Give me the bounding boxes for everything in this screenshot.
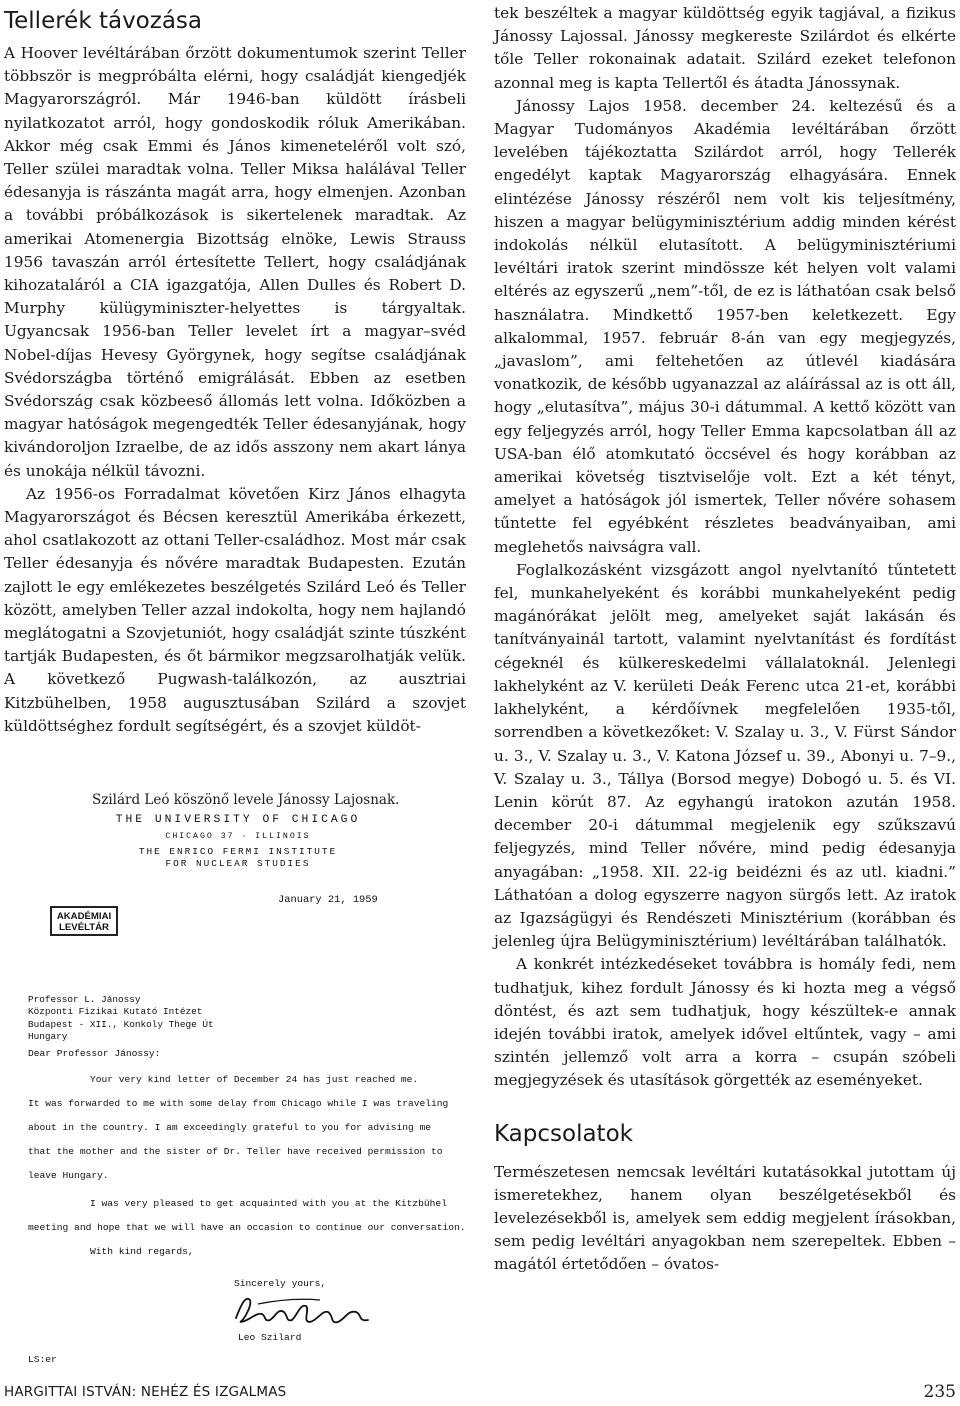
body-paragraph: Foglalkozásként vizsgázott angol nyelvtanító tűntetett fel, munkahelyeként és korábbi munkahelyeként pedig magánórákat jelölt meg, amelyeket saját lakásán és tanítványainál tartott, valamint nyelvtanítást és fordítást cégeknél és külkereskedelmi vállalatoknál. Jelenlegi lakhelyként az V. kerületi Deák Ferenc utca 21-et, korábbi lakhelyként, a kérdőívnek megfelelően 1935-től, sorrendben a következőket: V. Szalay u. 3., V. Fürst Sándor u. 3., V. Szalay u. 3., V. Katona József u. 39., Abonyi u. 7–9., V. Szalay u. 3., Tállya (Borsod megye) Dobogó u. 5. és VI. Lenin körút 87. Az egyhangú iratokon azután 1958. december 20-i dátummal megjelenik egy szűkszavú feljegyzés, mind Teller nővére, mind pedig édesanyja anyagában: „1958. XII. 22-ig beidézni és az utl. kiadni.” Láthatóan a dolog egyszerre nagyon sürgős lett. Az iratok az Igazságügyi és Rendészeti Minisztérium (korábban és jelenleg újra Belügyminisztérium) levéltárában találhatók. — [494, 560, 956, 951]
letter-line: I was very pleased to get acquainted with you at the Kitzbühel — [90, 1198, 447, 1209]
letterhead-line: THE ENRICO FERMI INSTITUTE — [138, 846, 338, 857]
typist-initials: LS:er — [28, 1354, 57, 1365]
address-line: Hungary — [28, 1031, 68, 1043]
body-paragraph: A konkrét intézkedéseket továbbra is homály fedi, nem tudhatjuk, kihez fordult Jánossy és ki hozta meg a végső döntést, és azt sem tudhatjuk, hogy készültek-e annak idején további iratok, amelyek idővel eltűntek, vagy – ami szintén jellemző volt arra a korra – csupán szóbeli megjegyzések és utasítások görgették az eseményeket. — [494, 955, 956, 1090]
letter-figure — [28, 792, 468, 1365]
closing: Sincerely yours, — [234, 1278, 327, 1289]
letter-line: With kind regards, — [90, 1246, 194, 1257]
stamp-line: LEVÉLTÁR — [59, 922, 109, 933]
letterhead-line: FOR NUCLEAR STUDIES — [165, 858, 311, 869]
left-column — [4, 0, 466, 738]
letterhead-line: CHICAGO 37 · ILLINOIS — [165, 832, 311, 841]
letter-line: that the mother and the sister of Dr. Teller have received permission to — [28, 1146, 443, 1157]
running-title: HARGITTAI ISTVÁN: NEHÉZ ÉS IZGALMAS — [4, 1384, 287, 1400]
signature-mark — [228, 1292, 378, 1330]
body-paragraph: tek beszéltek a magyar küldöttség egyik tagjával, a fizikus Jánossy Lajossal. Jánossy megkereste Szilárdot és elkérte tőle Teller rokonainak adatait. Szilárd ezeket telefonon azonnal meg is kapta Tellertől és átadta Jánossynak. — [494, 4, 956, 92]
body-paragraph: Természetesen nemcsak levéltári kutatásokkal jutottam új ismeretekhez, hanem olyan beszélgetésekből és levelezésekből is, amelyek sem eddig megjelent írásokban, sem pedig levéltári anyagokban nem szerepeltek. Ebben – magától értetődően – óvatos- — [494, 1162, 956, 1274]
section-heading: Tellerék távozása — [4, 8, 202, 34]
recipient-address — [28, 994, 214, 1044]
salutation: Dear Professor Jánossy: — [28, 1048, 161, 1059]
signature-name: Leo Szilard — [238, 1332, 302, 1343]
body-paragraph: Jánossy Lajos 1958. december 24. keltezésű és a Magyar Tudományos Akadémia levéltárában őrzött levelében tájékoztatta Szilárdot arról, hogy Tellerék engedélyt kaptak Magyarország elhagyására. Ennek elintézése Jánossy részéről nem volt kis teljesítmény, hiszen a magyar belügyminisztérium addig minden kérést indokolás nélkül elutasított. A belügyminisztériumi levéltári iratok szerint mindössze két helyen volt valami eltérés az egyszerű „nem”-től, de ez is láthatóan csak belső használatra. Mindkettő 1957-ben keletkezett. Egy alkalommal, 1957. február 8-án van egy megjegyzés, „javaslom”, ami feltehetően az útlevél kiadására vonatkozik, de később ugyanazzal az aláírással az is ott áll, hogy „elutasítva”, május 30-i dátummal. A kettő között van egy feljegyzés arról, hogy Teller Emma kapcsolatban áll az USA-ban élő atomkutató öccsével és hogy korábban az amerikai követség tisztviselője volt. Ezt a két tényt, amelyet a hatóságok jól ismertek, Teller nővére sohasem tűntette fel egyébként részletes beadványaiban, ami meglehetős naivságra vall. — [494, 96, 956, 556]
figure-caption: Szilárd Leó köszönő levele Jánossy Lajosnak. — [92, 792, 400, 808]
body-paragraph: Az 1956-os Forradalmat követően Kirz János elhagyta Magyarországot és Bécsen keresztül Amerikába érkezett, ahol csatlakozott az ottani Teller-családhoz. Most már csak Teller édesanyja és nővére maradtak Budapesten. Ezután zajlott le egy emlékezetes beszélgetés Szilárd Leó és Teller között, amelyben Teller azzal indokolta, hogy nem hajlandó meglátogatni a Szovjetuniót, hogy családját szinte túszként tartják Budapesten, és őt bármikor megzsarolhatják velük. A következő Pugwash-találkozón, az ausztriai Kitzbühelben, 1958 augusztusában Szilárd a szovjet küldöttséghez fordult segítségért, és a szovjet küldöt- — [4, 484, 466, 735]
letter-line: It was forwarded to me with some delay from Chicago while I was traveling — [28, 1098, 449, 1109]
address-line: Budapest - XII., Konkoly Thege Út — [28, 1018, 214, 1030]
letterhead-line: THE UNIVERSITY OF CHICAGO — [115, 814, 361, 826]
letter-line: about in the country. I am exceedingly grateful to you for advising me — [28, 1122, 432, 1133]
stamp-line: AKADÉMIAI — [56, 911, 112, 922]
address-line: Központi Fizikai Kutató Intézet — [28, 1006, 203, 1018]
archive-stamp — [50, 906, 118, 936]
letter-line: Your very kind letter of December 24 has just reached me. — [90, 1074, 419, 1085]
letter-line: meeting and hope that we will have an occasion to continue our conversation. — [28, 1222, 466, 1233]
body-paragraph: A Hoover levéltárában őrzött dokumentumok szerint Teller többször is megpróbálta elérni, hogy családját kiengedjék Magyarországról. Már 1946-ban küldött írásbeli nyilatkozatot arról, hogy gondoskodik róluk Amerikában. Akkor még csak Emmi és János kimeneteléről volt szó, Teller szülei maradtak volna. Teller Miksa halálával Teller édesanyja is rászánta magát arra, hogy elmenjen. Azonban a további próbálkozások is sikertelenek maradtak. Az amerikai Atomenergia Bizottság elnöke, Lewis Strauss 1956 tavaszán arról értesítette Tellert, hogy családjának kihozataláról a CIA igazgatója, Allen Dulles és Robert D. Murphy külügyminiszter-helyettes is tárgyaltak. Ugyancsak 1956-ban Teller levelet írt a magyar–svéd Nobel-díjas Hevesy Györgynek, hogy segítse családjának Svédországba történő emigrálását. Ebben az esetben Svédország csak közbeeső állomás lett volna. Időközben a magyar hatóságok megengedték Teller édesanyjának, hogy kivándoroljon Izraelbe, de az idős asszony nem akart lánya és unokája nélkül távozni. — [4, 44, 466, 480]
address-line: Professor L. Jánossy — [28, 994, 141, 1005]
section-heading: Kapcsolatok — [494, 1120, 633, 1147]
letter-date: January 21, 1959 — [278, 894, 378, 906]
page-footer — [4, 1384, 956, 1404]
letter-scan — [28, 814, 468, 1365]
letter-line: leave Hungary. — [28, 1170, 109, 1181]
page-number: 235 — [923, 1382, 956, 1402]
right-column — [494, 0, 956, 1277]
